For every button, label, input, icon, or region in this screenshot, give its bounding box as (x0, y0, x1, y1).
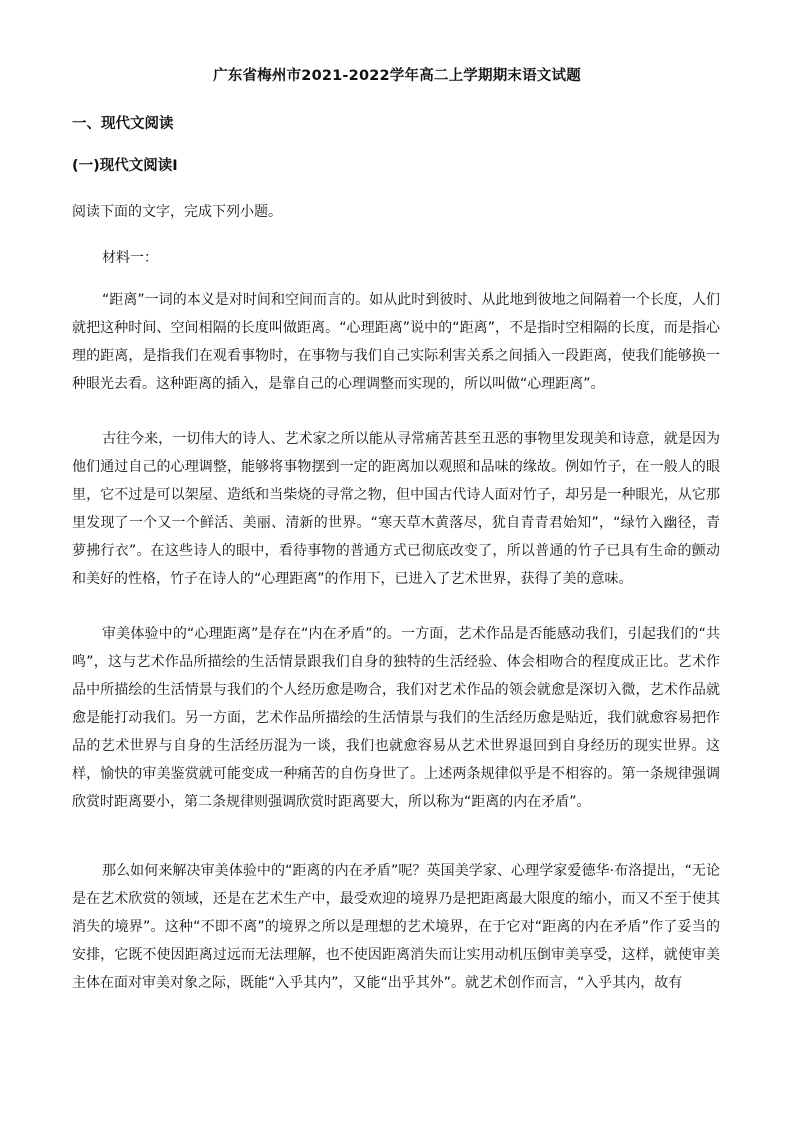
paragraph-3: 审美体验中的“心理距离”是存在“内在矛盾”的。一方面，艺术作品是否能感动我们，引起我们的“共鸣”，这与艺术作品所描绘的生活情景跟我们自身的独特的生活经验、体会相吻合的程度成正比。艺术作品中所描绘的生活情景与我们的个人经历愈是吻合，我们对艺术作品的领会就愈是深切入微，艺术作品就愈是能打动我们。另一方面，艺术作品所描绘的生活情景与我们的生活经历愈是贴近，我们就愈容易把作品的艺术世界与自身的生活经历混为一谈，我们也就愈容易从艺术世界退回到自身经历的现实世界。这样，愉快的审美鉴赏就可能变成一种痛苦的自伤身世了。上述两条规律似乎是不相容的。第一条规律强调欣赏时距离要小，第二条规律则强调欣赏时距离要大，所以称为“距离的内在矛盾”。 (72, 626, 720, 810)
material-label: 材料一： (102, 250, 158, 266)
paragraph-1: “距离”一词的本义是对时间和空间而言的。如从此时到彼时、从此地到彼地之间隔着一个长度，人们就把这种时间、空间相隔的长度叫做距离。“心理距离”说中的“距离”，不是指时空相隔的长度，而是指心理的距离，是指我们在观看事物时，在事物与我们自己实际利害关系之间插入一段距离，使我们能够换一种眼光去看。这种距离的插入，是靠自己的心理调整而实现的，所以叫做“心理距离”。 (72, 292, 720, 392)
subsection-heading: (一)现代文阅读Ⅰ (72, 158, 178, 174)
document-title: 广东省梅州市2021-2022学年高二上学期期末语文试题 (213, 68, 581, 84)
section-heading: 一、现代文阅读 (72, 116, 174, 132)
reading-instruction: 阅读下面的文字，完成下列小题。 (72, 204, 282, 220)
paragraph-2: 古往今来，一切伟大的诗人、艺术家之所以能从寻常痛苦甚至丑恶的事物里发现美和诗意，就是因为他们通过自己的心理调整，能够将事物摆到一定的距离加以观照和品味的缘故。例如竹子，在一般人的眼里，它不过是可以架屋、造纸和当柴烧的寻常之物，但中国古代诗人面对竹子，却另是一种眼光，从它那里发现了一个又一个鲜活、美丽、清新的世界。“寒天草木黄落尽，犹自青青君始知”，“绿竹入幽径，青萝拂行衣”。在这些诗人的眼中，看待事物的普通方式已彻底改变了，所以普通的竹子已具有生命的颤动和美好的性格，竹子在诗人的“心理距离”的作用下，已进入了艺术世界，获得了美的意味。 (72, 431, 720, 587)
paragraph-4: 那么如何来解决审美体验中的“距离的内在矛盾”呢？英国美学家、心理学家爱德华·布洛提出，“无论是在艺术欣赏的领域，还是在艺术生产中，最受欢迎的境界乃是把距离最大限度的缩小，而又不至于使其消失的境界”。这种“不即不离”的境界之所以是理想的艺术境界，在于它对“距离的内在矛盾”作了妥当的安排，它既不使因距离过远而无法理解，也不使因距离消失而让实用动机压倒审美享受，这样，就使审美主体在面对审美对象之际，既能“入乎其内”，又能“出乎其外”。就艺术创作而言，“入乎其内，故有 (72, 863, 720, 991)
